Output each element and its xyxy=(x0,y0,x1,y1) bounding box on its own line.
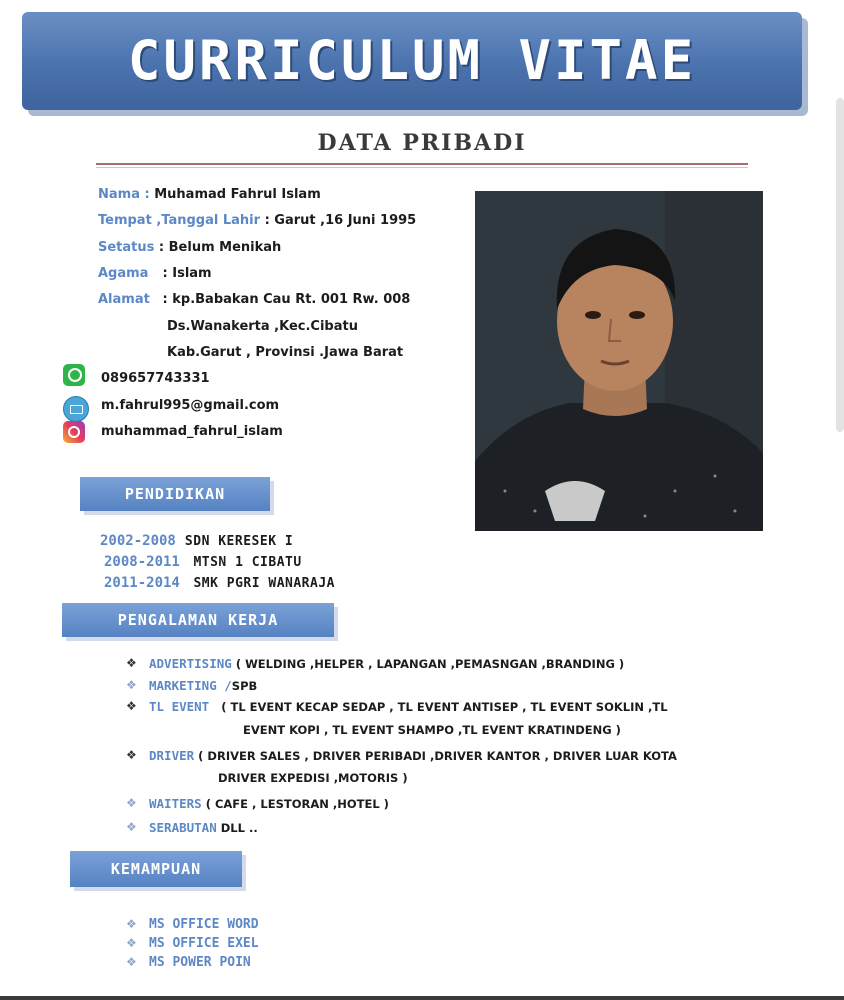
diamond-bullet: ❖ xyxy=(126,656,137,670)
section-pendidikan: PENDIDIKAN xyxy=(80,477,270,511)
job-title: WAITERS xyxy=(149,796,202,811)
education-years: 2002-2008 xyxy=(100,533,176,549)
job-item xyxy=(149,820,258,835)
education-school: SDN KERESEK I xyxy=(184,534,294,549)
ttl-label: Tempat ,Tanggal Lahir xyxy=(98,213,261,228)
job-title: SERABUTAN xyxy=(149,820,217,835)
ttl-value: : Garut ,16 Juni 1995 xyxy=(264,213,417,228)
job-desc: ( DRIVER SALES , DRIVER PERIBADI ,DRIVER KANTOR , DRIVER LUAR KOTA xyxy=(198,749,677,763)
bottom-edge xyxy=(0,996,844,1000)
education-years: 2011-2014 xyxy=(104,575,180,591)
email-address: m.fahrul995@gmail.com xyxy=(101,398,280,413)
job-desc: SPB xyxy=(231,679,258,693)
nama-row xyxy=(98,187,321,202)
ttl-row xyxy=(98,213,416,228)
title-banner xyxy=(22,12,816,114)
agama-row xyxy=(98,266,212,281)
job-item xyxy=(149,796,389,811)
alamat-label: Alamat xyxy=(98,292,150,307)
skill-item: MS POWER POIN xyxy=(149,955,251,970)
section-kemampuan: KEMAMPUAN xyxy=(70,851,242,887)
diamond-bullet: ❖ xyxy=(126,699,137,713)
job-item xyxy=(149,678,257,693)
profile-photo-illustration xyxy=(475,191,763,531)
education-item xyxy=(104,575,335,591)
profile-photo xyxy=(475,191,763,531)
scrollbar[interactable] xyxy=(836,98,844,432)
diamond-bullet: ❖ xyxy=(126,820,137,834)
status-value: : Belum Menikah xyxy=(158,240,282,255)
diamond-bullet: ❖ xyxy=(126,748,137,762)
education-years: 2008-2011 xyxy=(104,554,180,570)
education-item xyxy=(100,533,293,549)
status-row xyxy=(98,240,281,255)
instagram-icon xyxy=(63,421,85,443)
job-item xyxy=(149,656,624,671)
status-label: Setatus xyxy=(98,240,155,255)
job-desc-cont: DRIVER EXPEDISI ,MOTORIS ) xyxy=(218,771,408,785)
page-title: CURRICULUM VITAE xyxy=(127,29,697,92)
job-item xyxy=(149,699,668,714)
job-item xyxy=(149,748,677,763)
whatsapp-icon xyxy=(63,364,85,386)
alamat-value-1: : kp.Babakan Cau Rt. 001 Rw. 008 xyxy=(162,292,411,307)
job-title: MARKETING / xyxy=(149,678,232,693)
diamond-bullet: ❖ xyxy=(126,917,137,931)
diamond-bullet: ❖ xyxy=(126,936,137,950)
skill-item: MS OFFICE EXEL xyxy=(149,936,259,951)
phone-number: 089657743331 xyxy=(101,371,210,386)
divider-light xyxy=(96,167,748,168)
education-school: MTSN 1 CIBATU xyxy=(193,555,302,570)
divider xyxy=(96,163,748,165)
nama-value: Muhamad Fahrul Islam xyxy=(154,187,321,202)
section-pengalaman-kerja: PENGALAMAN KERJA xyxy=(62,603,334,637)
education-school: SMK PGRI WANARAJA xyxy=(193,576,335,591)
job-desc: ( TL EVENT KECAP SEDAP , TL EVENT ANTISEP , TL EVENT SOKLIN ,TL xyxy=(221,700,668,714)
diamond-bullet: ❖ xyxy=(126,796,137,810)
job-desc: ( WELDING ,HELPER , LAPANGAN ,PEMASNGAN ,BRANDING ) xyxy=(235,657,625,671)
alamat-value-2: Ds.Wanakerta ,Kec.Cibatu xyxy=(167,319,358,334)
job-desc: ( CAFE , LESTORAN ,HOTEL ) xyxy=(205,797,389,811)
job-title: DRIVER xyxy=(149,748,195,763)
instagram-handle: muhammad_fahrul_islam xyxy=(101,424,283,439)
agama-label: Agama xyxy=(98,266,149,281)
job-title: ADVERTISING xyxy=(149,656,232,671)
email-icon xyxy=(63,396,89,422)
job-desc-cont: EVENT KOPI , TL EVENT SHAMPO ,TL EVENT KRATINDENG ) xyxy=(243,723,621,737)
job-title: TL EVENT xyxy=(149,699,210,714)
education-item xyxy=(104,554,302,570)
skill-item: MS OFFICE WORD xyxy=(149,917,259,932)
job-desc: DLL .. xyxy=(220,821,258,835)
alamat-value-3: Kab.Garut , Provinsi .Jawa Barat xyxy=(167,345,404,360)
agama-value: : Islam xyxy=(162,266,212,281)
diamond-bullet: ❖ xyxy=(126,955,137,969)
diamond-bullet: ❖ xyxy=(126,678,137,692)
alamat-row xyxy=(98,292,410,307)
nama-label: Nama : xyxy=(98,187,150,202)
section-title-data-pribadi: DATA PRIBADI xyxy=(317,130,527,156)
